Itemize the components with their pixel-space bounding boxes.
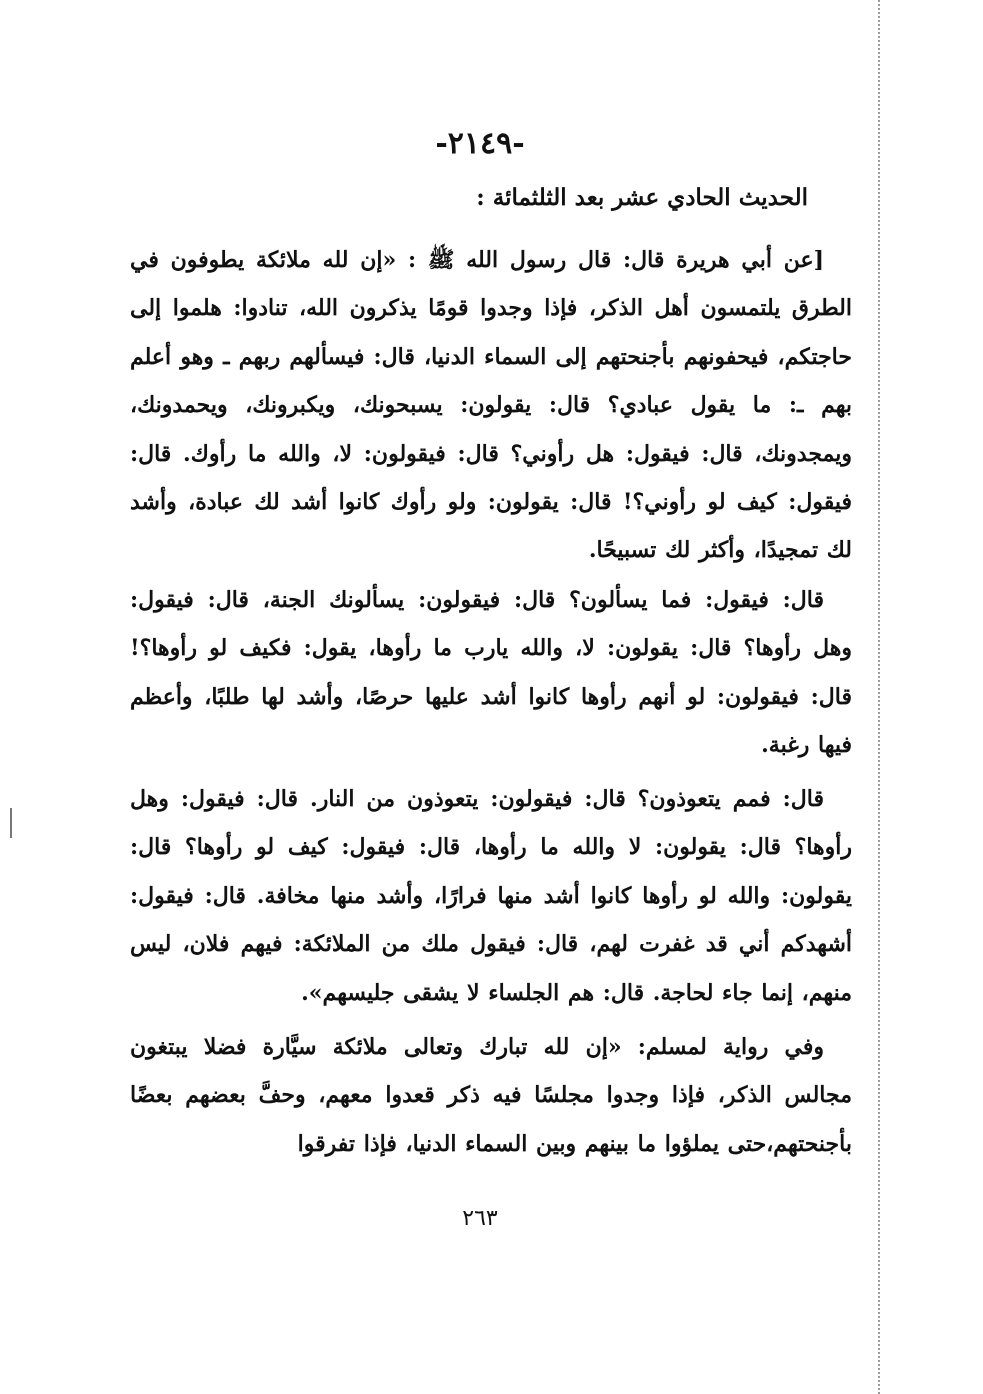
section-heading: الحديث الحادي عشر بعد الثلثمائة :: [476, 184, 808, 211]
paragraph-4-text: وفي رواية لمسلم: «إن لله تبارك وتعالى ملائكة سيَّارة فضلا يبتغون مجالس الذكر، فإذا وجدوا مجلسًا فيه ذكر قعدوا معهم، وحفَّ بعضهم بعضًا بأجنحتهم،حتى يملؤوا ما بينهم وبين السماء الدنيا، فإذا تفرقوا: [130, 1034, 852, 1157]
paragraph-2-text: قال: فيقول: فما يسألون؟ قال: فيقولون: يسألونك الجنة، قال: فيقول: وهل رأوها؟ قال: يقولون: لا، والله يارب ما رأوها، يقول: فكيف لو رأوها؟! قال: فيقولون: لو أنهم رأوها كانوا أشد عليها حرصًا، وأشد لها طلبًا، وأعظم فيها رغبة.: [130, 587, 852, 759]
paragraph-3-text: قال: فمم يتعوذون؟ قال: فيقولون: يتعوذون من النار. قال: فيقول: وهل رأوها؟ قال: يقولون: لا والله ما رأوها، قال: فيقول: كيف لو رأوها؟ قال: يقولون: والله لو رأوها كانوا أشد منها فرارًا، وأشد منها مخافة. قال: فيقول: أشهدكم أني قد غفرت لهم، قال: فيقول ملك من الملائكة: فيهم فلان، ليس منهم، إنما جاء لحاجة. قال: هم الجلساء لا يشقى جليسهم».: [130, 786, 852, 1006]
scan-edge-mark: [10, 808, 12, 838]
page-number: ٢٦٣: [462, 1206, 498, 1231]
paragraph-1-text: [عن أبي هريرة قال: قال رسول الله ﷺ : «إن لله ملائكة يطوفون في الطرق يلتمسون أهل الذكر، فإذا وجدوا قومًا يذكرون الله، تنادوا: هلموا إلى حاجتكم، فيحفونهم بأجنحتهم إلى السماء الدنيا، قال: فيسألهم ربهم ـ وهو أعلم بهم ـ: ما يقول عبادي؟ قال: يقولون: يسبحونك، ويكبرونك، ويحمدونك، ويمجدونك، قال: فيقول: هل رأوني؟ قال: فيقولون: لا، والله ما رأوك. قال: فيقول: كيف لو رأوني؟! قال: يقولون: ولو رأوك كانوا أشد لك عبادة، وأشد لك تمجيدًا، وأكثر لك تسبيحًا.: [130, 247, 852, 564]
paragraph-1: [130, 236, 852, 575]
paragraph-4: [130, 1023, 852, 1168]
header-number: -٢١٤٩-: [435, 126, 525, 161]
paragraph-3: [130, 775, 852, 1017]
paragraph-2: [130, 576, 852, 770]
margin-dotted-line: [878, 0, 880, 1394]
